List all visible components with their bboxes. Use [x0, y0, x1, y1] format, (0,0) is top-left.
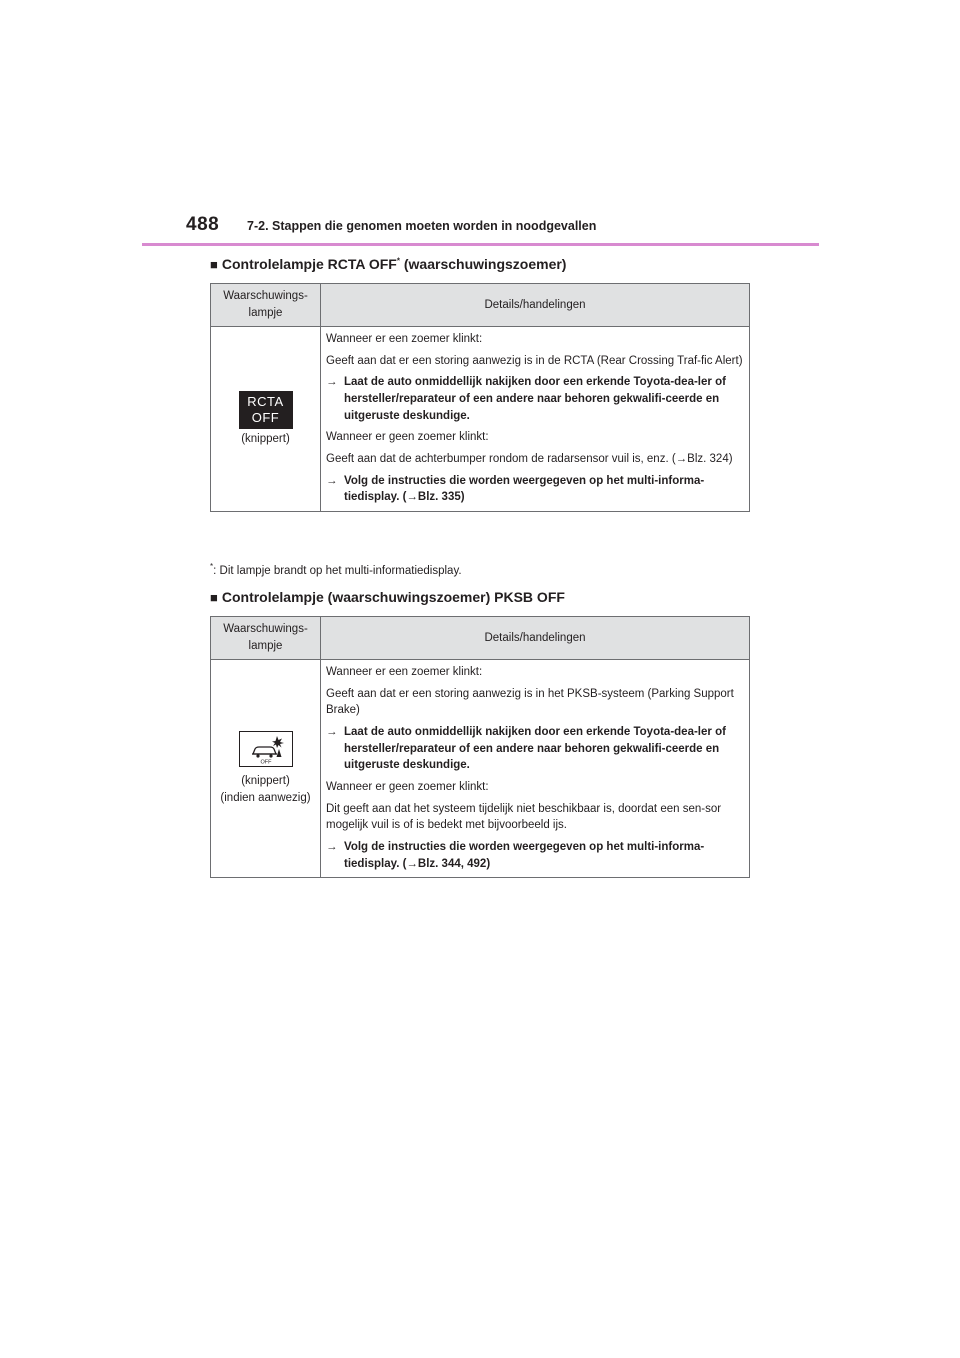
detail-text: Wanneer er een zoemer klinkt: [326, 666, 483, 678]
lamp-cell [211, 660, 321, 878]
footnote-text: : Dit lampje brandt op het multi-informatiedisplay. [213, 564, 462, 577]
action-text: Volg de instructies die worden weergegeven op het multi-informa-tiedisplay. (→Blz. 335) [344, 474, 705, 504]
warning-table-pksb [210, 616, 750, 878]
table-header-row [211, 617, 750, 660]
lamp-caption: (knippert) [241, 432, 290, 445]
detail-text: Geeft aan dat er een storing aanwezig is in de RCTA (Rear Crossing Traf-fic Alert) [326, 354, 743, 367]
arrow-icon: → [326, 474, 338, 487]
column-header-lamp: Waarschuwings- lampje [211, 617, 321, 660]
lamp-icon-text: OFF [260, 759, 271, 766]
detail-text: Dit geeft aan dat het systeem tijdelijk niet beschikbaar is, doordat een sen-sor mogelijk vuil is of is bedekt met bijvoorbeeld ijs. [326, 802, 722, 832]
footnote [210, 562, 462, 577]
detail-text: Geeft aan dat de achterbumper rondom de radarsensor vuil is, enz. (→Blz. 324) [326, 453, 733, 466]
table-row [211, 660, 750, 878]
action-item [326, 374, 744, 424]
square-bullet-icon: ■ [210, 590, 218, 605]
square-bullet-icon: ■ [210, 257, 218, 272]
detail-text: Wanneer er een zoemer klinkt: [326, 333, 483, 345]
action-text: Volg de instructies die worden weergegeven op het multi-informa-tiedisplay. (→Blz. 344, 492) [344, 841, 705, 870]
action-item [326, 724, 744, 774]
detail-text: Geeft aan dat er een storing aanwezig is in het PKSB-systeem (Parking Support Brake) [326, 687, 734, 717]
rcta-off-lamp-icon: RCTA OFF [239, 391, 293, 429]
details-cell [321, 327, 750, 512]
column-header-details: Details/handelingen [321, 617, 750, 660]
section-title: Controlelampje RCTA OFF [221, 256, 397, 272]
pksb-off-lamp-icon [239, 731, 293, 767]
section-title: Controlelampje (waarschuwingszoemer) PKSB OFF [221, 589, 565, 605]
chapter-title: 7-2. Stappen die genomen moeten worden in noodgevallen [247, 219, 597, 233]
section-heading-rcta [210, 256, 566, 272]
table-header-row [211, 284, 750, 327]
action-item [326, 473, 744, 506]
lamp-cell [211, 327, 321, 512]
column-header-details: Details/handelingen [321, 284, 750, 327]
action-text: Laat de auto onmiddellijk nakijken door een erkende Toyota-dea-ler of hersteller/reparateur of een andere naar behoren gekwalifi-ceerde en uitgeruste deskundige. [344, 376, 726, 422]
lamp-caption: (indien aanwezig) [220, 792, 311, 805]
page-number: 488 [186, 214, 220, 235]
detail-text: Wanneer er geen zoemer klinkt: [326, 781, 489, 794]
section-heading-pksb [210, 589, 565, 605]
column-header-lamp: Waarschuwings- lampje [211, 284, 321, 327]
section-title-suffix: (waarschuwingszoemer) [399, 256, 567, 272]
arrow-icon: → [326, 841, 338, 854]
arrow-icon: → [326, 376, 338, 389]
footnote-mark: * [396, 256, 400, 266]
details-cell [321, 660, 750, 878]
warning-table-rcta [210, 283, 750, 512]
header-rule [142, 243, 819, 246]
action-text: Laat de auto onmiddellijk nakijken door een erkende Toyota-dea-ler of hersteller/reparateur of een andere naar behoren gekwalifi-ceerde en uitgeruste deskundige. [344, 726, 726, 772]
table-row [211, 327, 750, 512]
footnote-mark: * [210, 562, 214, 571]
lamp-caption: (knippert) [241, 775, 290, 788]
arrow-icon: → [326, 726, 338, 739]
detail-text: Wanneer er geen zoemer klinkt: [326, 431, 489, 444]
action-item [326, 839, 744, 872]
